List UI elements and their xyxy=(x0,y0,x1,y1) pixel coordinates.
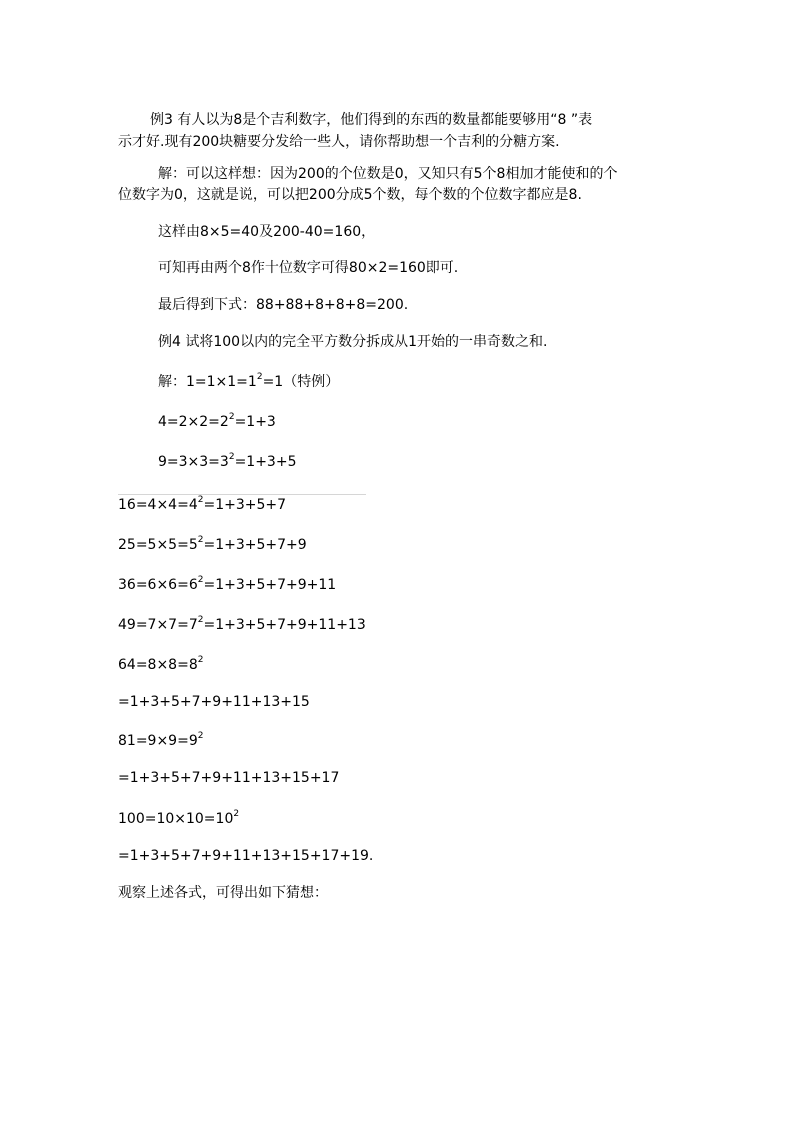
example-3-line-2: 示才好.现有200块糖要分发给一些人，请你帮助想一个吉利的分糖方案. xyxy=(118,134,560,150)
solution-3-step-1: 这样由8×5=40及200-40=160， xyxy=(158,224,376,240)
equation-25: $25=5\times 5=5^2=1+3+5+7+9$ xyxy=(118,535,307,553)
solution-3-line-1: 解：可以这样想：因为200的个位数是0，又知只有5个8相加才能使和的个 xyxy=(158,166,618,182)
solution-3-step-3: 最后得到下式：88+88+8+8+8=200. xyxy=(158,297,409,313)
conclusion-text: 观察上述各式，可得出如下猜想： xyxy=(118,885,328,901)
equation-100-sum: =1+3+5+7+9+11+13+15+17+19. xyxy=(118,848,374,864)
equation-64-sum: =1+3+5+7+9+11+13+15 xyxy=(118,694,310,710)
solution-3-line-2: 位数字为0，这就是说，可以把200分成5个数，每个数的个位数字都应是8. xyxy=(118,187,582,203)
equation-81: $81=9\times 9=9^2$ xyxy=(118,731,204,749)
equation-100: $100=10\times 10=10^2$ xyxy=(118,809,240,827)
equation-16: $16=4\times 4=4^2=1+3+5+7$ xyxy=(118,495,287,513)
equation-49: $49=7\times 7=7^2=1+3+5+7+9+11+13$ xyxy=(118,615,366,633)
equation-64: $64=8\times 8=8^2$ xyxy=(118,655,204,673)
solution-3-step-2: 可知再由两个8作十位数字可得80×2=160即可. xyxy=(158,260,459,276)
equation-1: 解：$1=1\times 1=1^2=1$（特例） xyxy=(158,372,340,390)
example-3-line-1: 例3 有人以为8是个吉利数字，他们得到的东西的数量都能要够用“8 ”表 xyxy=(150,112,593,128)
equation-9: $9=3\times 3=3^2=1+3+5$ xyxy=(158,452,297,470)
equation-81-sum: =1+3+5+7+9+11+13+15+17 xyxy=(118,770,340,786)
example-4-line-1: 例4 试将100以内的完全平方数分拆成从1开始的一串奇数之和. xyxy=(158,334,548,350)
equation-4: $4=2\times 2=2^2=1+3$ xyxy=(158,412,276,430)
equation-36: $36=6\times 6=6^2=1+3+5+7+9+11$ xyxy=(118,575,337,593)
